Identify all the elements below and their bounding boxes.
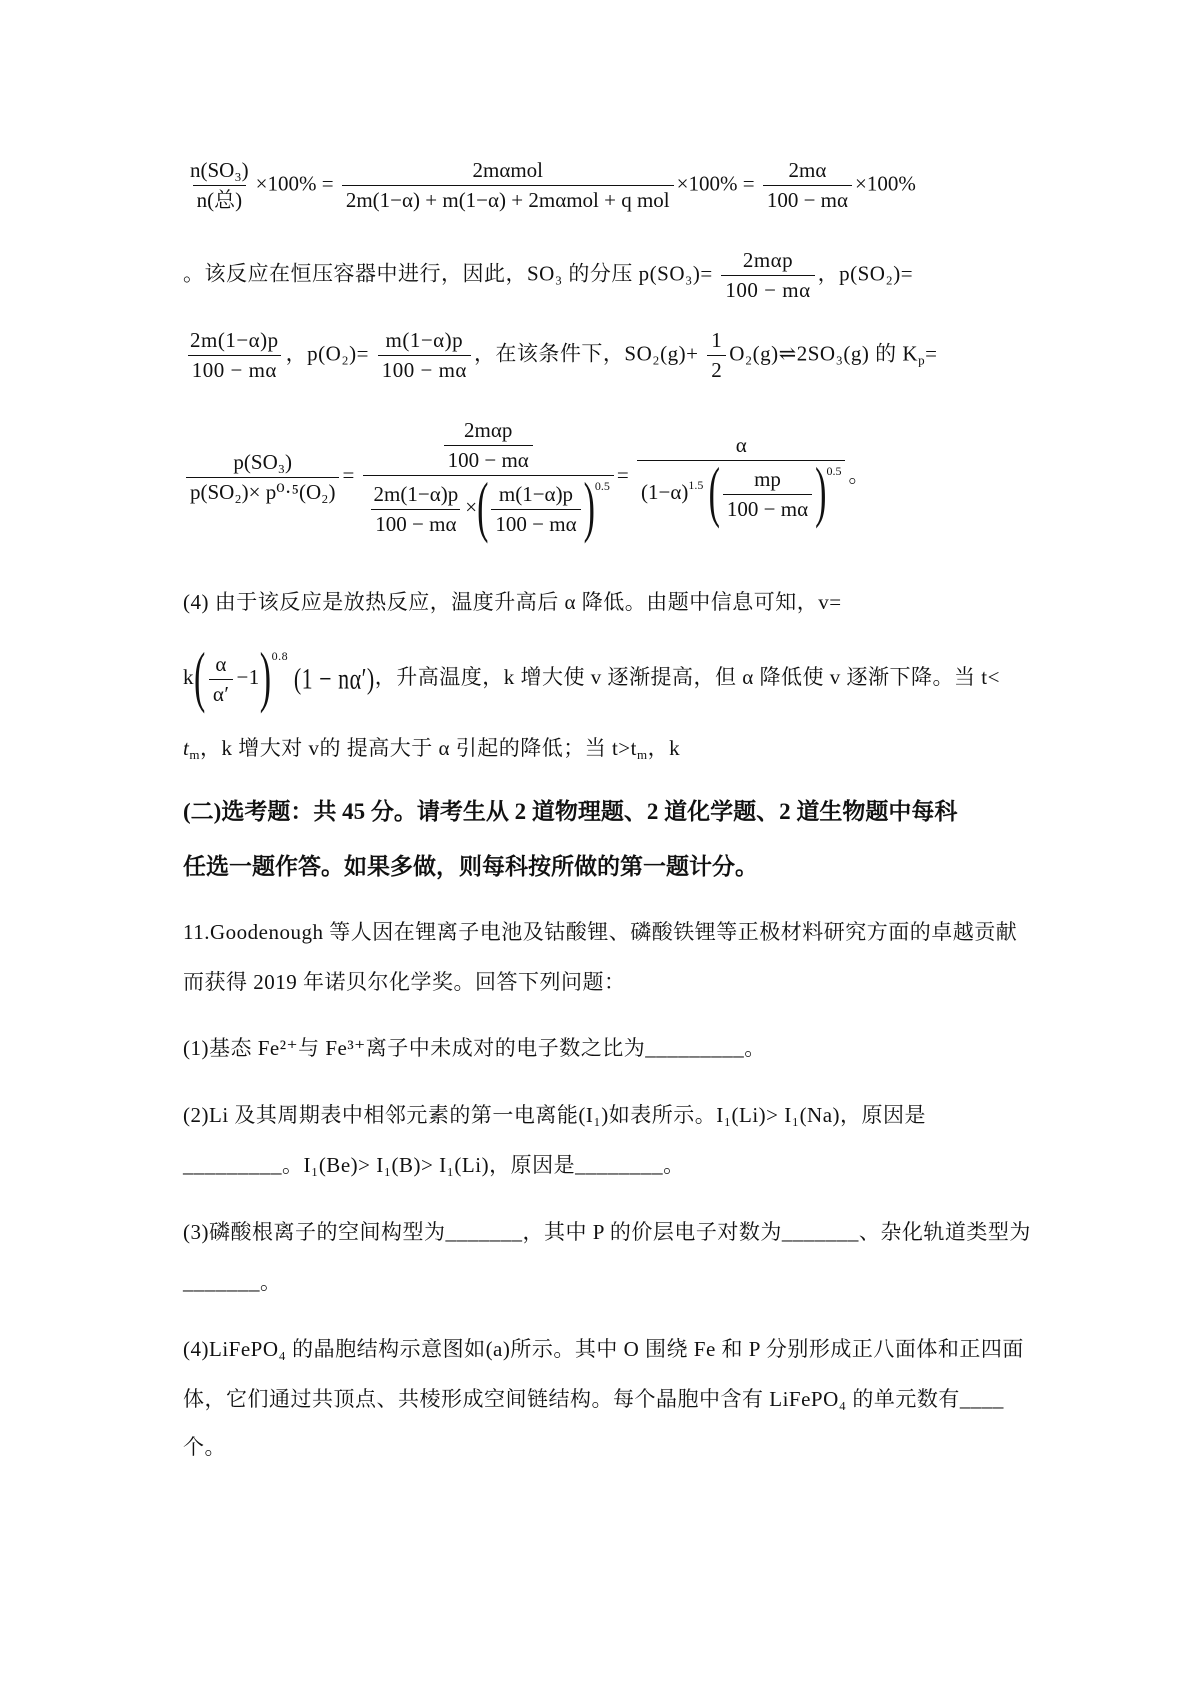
equation-kp <box>183 418 870 546</box>
frac-num: 2mαp <box>464 418 513 442</box>
q11-sub4-line1: (4)LiFePO₄ 的晶胞结构示意图如(a)所示。其中 O 围绕 Fe 和 P 分别形成正八面体和正四面 <box>183 1337 1024 1361</box>
frac-num: n(SO₃) <box>190 158 249 182</box>
fraction-alpha <box>209 651 234 706</box>
paren-close: ) <box>259 641 272 716</box>
frac-den: 100 − mα <box>188 355 281 381</box>
times: × <box>465 495 478 519</box>
frac-num: 1 <box>711 328 723 352</box>
q11-sub4-line2: 体，它们通过共顶点、共棱形成空间链结构。每个晶胞中含有 LiFePO₄ 的单元数有____ <box>183 1387 1004 1411</box>
q11-sub4-line3: 个。 <box>183 1435 226 1459</box>
fraction-top <box>444 420 533 471</box>
frac-num <box>437 420 540 475</box>
text: ，在该条件下，SO₂(g)+ <box>473 341 699 366</box>
frac-den: 2m(1−α) + m(1−α) + 2mαmol + q mol <box>342 185 674 211</box>
frac-den: 100 − mα <box>721 275 814 301</box>
frac-num: α <box>215 651 227 676</box>
fraction-half <box>707 330 726 381</box>
frac-den: 100 − mα <box>723 494 812 520</box>
paren-open: ( <box>477 471 489 546</box>
frac-den: p(SO₂)× p⁰·⁵(O₂) <box>186 477 339 503</box>
frac-num: 2m(1−α)p <box>190 328 279 352</box>
frac-num: 2m(1−α)p <box>373 481 459 506</box>
fraction-p-so3 <box>721 250 814 301</box>
frac-den: 100 − mα <box>371 509 460 535</box>
frac-den: 100 − mα <box>763 185 852 211</box>
text-line-partial-pressure <box>183 250 913 301</box>
fraction-kp-lhs <box>186 449 339 504</box>
exponent: 0.5 <box>594 479 610 493</box>
frac-num: m(1−α)p <box>385 328 464 352</box>
q11-sub3-line2: _______。 <box>183 1270 282 1294</box>
kp-subscript: p <box>918 352 926 368</box>
frac-num: α <box>735 433 747 457</box>
text: ，p(O₂)= <box>285 341 369 366</box>
exponent: 0.5 <box>826 464 842 478</box>
fraction-p-so2 <box>186 330 283 381</box>
frac-num: 2mαp <box>742 248 794 272</box>
text: = <box>925 341 938 366</box>
frac-num: mp <box>754 466 781 491</box>
frac-den: 100 − mα <box>378 355 471 381</box>
frac-den: 2 <box>707 355 726 381</box>
equals: = <box>342 463 355 488</box>
text: ，升高温度，k 增大使 v 逐渐提高，但 α 降低使 v 逐渐下降。当 t< <box>374 665 1000 689</box>
text: ，k <box>647 736 681 760</box>
paren-close: ) <box>583 471 595 546</box>
times-100: ×100% = <box>676 171 755 196</box>
frac-num: m(1−α)p <box>498 481 574 506</box>
section-heading-line2: 任选一题作答。如果多做，则每科按所做的第一题计分。 <box>183 854 758 879</box>
subscript: m <box>636 747 648 762</box>
p4-line3 <box>183 738 680 761</box>
frac-num: 2mα <box>788 158 827 182</box>
fraction-rhs <box>763 160 852 211</box>
frac-den: 100 − mα <box>491 509 580 535</box>
frac-num: 2mαmol <box>472 158 543 182</box>
text: 。该反应在恒压容器中进行，因此，SO₃ 的分压 p(SO₃)= <box>183 261 713 286</box>
q11-sub2-line2: _________。I₁(Be)> I₁(B)> I₁(Li)，原因是________。 <box>183 1153 685 1177</box>
p4-line1: (4) 由于该反应是放热反应，温度升高后 α 降低。由题中信息可知，v= <box>183 590 842 614</box>
fraction-b2 <box>491 481 580 536</box>
q11-sub3-line1: (3)磷酸根离子的空间构型为_______，其中 P 的价层电子对数为_______、杂化轨道类型为 <box>183 1220 1031 1244</box>
p4-line2 <box>183 641 1000 716</box>
minus-one: −1 <box>236 665 260 689</box>
frac-den <box>637 456 845 531</box>
text: ，p(SO₂)= <box>817 261 914 286</box>
frac-num: p(SO₃) <box>233 449 293 474</box>
t: t <box>183 736 190 760</box>
subscript: m <box>189 747 200 762</box>
equals: = <box>616 463 629 488</box>
text: ，k 增大对 v的 提高大于 α 引起的降低；当 t>t <box>199 736 637 760</box>
fraction-b1 <box>370 481 463 536</box>
rhs-base: (1−α) <box>641 480 689 504</box>
times-100: ×100% <box>855 171 916 196</box>
text-line-kp <box>183 330 937 381</box>
paren-open: ( <box>194 641 206 716</box>
k: k <box>183 665 194 689</box>
paren-open: ( <box>708 456 720 531</box>
frac-den: 100 − mα <box>444 445 533 471</box>
q11-sub2-line1: (2)Li 及其周期表中相邻元素的第一电离能(I₁)如表所示。I₁(Li)> I₁(Na)，原因是 <box>183 1103 927 1127</box>
frac-den: α′ <box>209 679 234 705</box>
fraction-mid <box>342 160 674 211</box>
q11-sub1: (1)基态 Fe²⁺与 Fe³⁺离子中未成对的电子数之比为_________。 <box>183 1036 766 1060</box>
q11-line1: 11.Goodenough 等人因在锂离子电池及钴酸锂、磷酸铁锂等正极材料研究方面的卓越贡献 <box>183 920 1018 944</box>
frac-den <box>363 471 614 546</box>
period: 。 <box>848 463 870 488</box>
equation-so3-fraction <box>183 160 916 211</box>
fraction-kp-rhs <box>637 433 845 531</box>
fraction-mp <box>723 466 812 521</box>
fraction-p-o2 <box>378 330 471 381</box>
exponent: 0.8 <box>271 649 289 663</box>
q11-line2: 而获得 2019 年诺贝尔化学奖。回答下列问题： <box>183 970 626 994</box>
factor: (1 − nα′) <box>293 661 375 696</box>
paren-close: ) <box>815 456 827 531</box>
fraction-n-so3 <box>186 160 253 211</box>
section-heading-line1: (二)选考题：共 45 分。请考生从 2 道物理题、2 道化学题、2 道生物题中每科 <box>183 799 958 824</box>
times-100: ×100% = <box>255 171 334 196</box>
exponent: 1.5 <box>688 478 704 492</box>
frac-den: n(总) <box>193 185 247 211</box>
text: O₂(g)⇌2SO₃(g) 的 K <box>729 341 919 366</box>
fraction-kp-mid <box>363 418 614 546</box>
